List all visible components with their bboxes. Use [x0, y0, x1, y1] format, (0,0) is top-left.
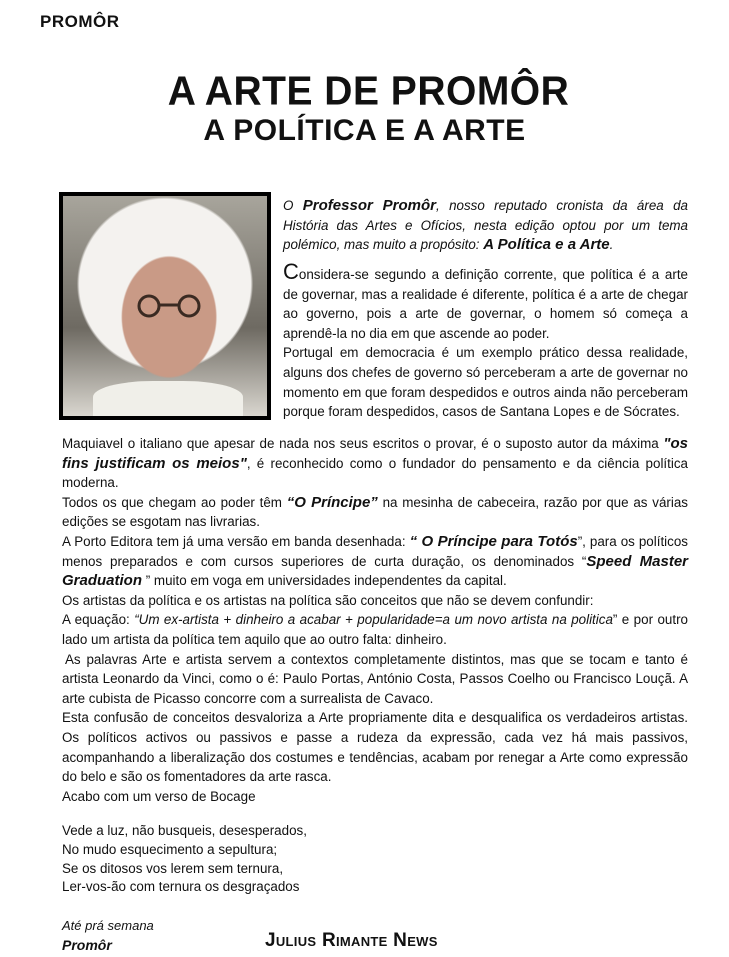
text: Todos os que chegam ao poder têm [62, 494, 287, 510]
intro-text: , nosso reputado cronista da área da História das Artes e Ofícios, nesta edição optou por um tema polémico, mas muito a propósito: [283, 198, 688, 253]
header-label: PROMÔR [40, 12, 120, 31]
paragraph-text: Os artistas da política e os artistas na política são conceitos que não se devem confundir: [62, 592, 594, 608]
signoff-line: Até prá semana [62, 918, 154, 933]
book-title: “ O Príncipe para Totós [409, 532, 578, 550]
paragraph-text: Esta confusão de conceitos desvaloriza a Arte propriamente dita e desqualifica os verdadeiros artistas. Os políticos activos ou passivos e passe a rudeza da expressão, cada vez há mais passivos, acompanhando a liberalização dos costumes e tendências, acabam por renegar a Arte como expressão do belo e são os fomentadores da arte rasca. [62, 710, 688, 785]
glasses-graphic [133, 294, 207, 318]
text: na mesinha de cabeceira, razão por que as várias edições se esgotam nas livrarias. [62, 494, 688, 530]
quote: Speed Master Graduation [62, 552, 689, 590]
shirt-graphic [93, 381, 243, 420]
text: Maquiavel o italiano que apesar de nada nos seus escritos o provar, é o suposto autor da máxima [62, 436, 664, 451]
page-subtitle: A POLÍTICA E A ARTE [203, 114, 526, 147]
text: A equação: [62, 612, 135, 628]
paragraph-text: onsidera-se segundo a definição corrente, que política é a arte de governar, mas a realidade é diferente, política é a arte de chegar ao governo, pois a arte de governar, o homem só começa a aprendê-la no dia em que ascende ao poder. [283, 267, 688, 341]
intro-topic: A Política e a Arte [483, 236, 610, 254]
article-body [62, 434, 688, 806]
poem-line: No mudo esquecimento a sepultura; [62, 841, 278, 857]
book-title: “O Príncipe” [286, 493, 378, 511]
intro-text: . [609, 237, 614, 253]
paragraph-text: Acabo com um verso de Bocage [62, 788, 256, 804]
quote: "os fins justificam os meios" [62, 435, 688, 472]
text: ”, para os políticos menos preparados e com cursos superiores de curta duração, os denominados “ [62, 533, 688, 569]
intro-text: O [283, 198, 303, 213]
paragraph-text: As palavras Arte e artista servem a contextos completamente distintos, mas que se tocam e tanto é artista Leonardo da Vinci, como o é: Paulo Portas, António Costa, Passos Coelho ou Francisco Louçã. A arte cubista de Picasso concorre com a surrealista de Cavaco. [62, 651, 688, 706]
poem-line: Se os ditosos vos lerem sem ternura, [62, 860, 284, 876]
intro-author: Professor Promôr [302, 197, 436, 214]
text: ” e por outro lado um artista da política tem aquilo que ao outro falta: dinheiro. [62, 612, 688, 647]
intro-paragraph [283, 196, 688, 255]
drop-cap: C [283, 259, 299, 284]
poem-line: Ler-vos-ão com ternura os desgraçados [62, 879, 300, 895]
equation: “Um ex-artista + dinheiro a acabar + popularidade=a um novo artista na politica [134, 612, 613, 628]
poem-line: Vede a luz, não busqueis, desesperados, [62, 823, 307, 838]
text: ” muito em voga em universidades independentes da capital. [142, 573, 507, 589]
text: A Porto Editora tem já uma versão em banda desenhada: [62, 533, 410, 549]
brand-logo: Julius Rimante News [265, 930, 438, 951]
text: , é reconhecido como o fundador do pensamento e da ciência política moderna. [62, 455, 688, 491]
author-photo [59, 192, 271, 420]
poem [62, 822, 307, 897]
page-title: A ARTE DE PROMÔR [167, 68, 570, 115]
paragraph-text: Portugal em democracia é um exemplo prático dessa realidade, alguns dos chefes de governo só perceberam a arte de governar no momento em que foram despedidos e outros ainda não perceberam porque foram despedidos, casos de Santana Lopes e de Sócrates. [283, 345, 688, 420]
opening-paragraphs [283, 259, 688, 422]
signoff-author: Promôr [62, 937, 112, 953]
